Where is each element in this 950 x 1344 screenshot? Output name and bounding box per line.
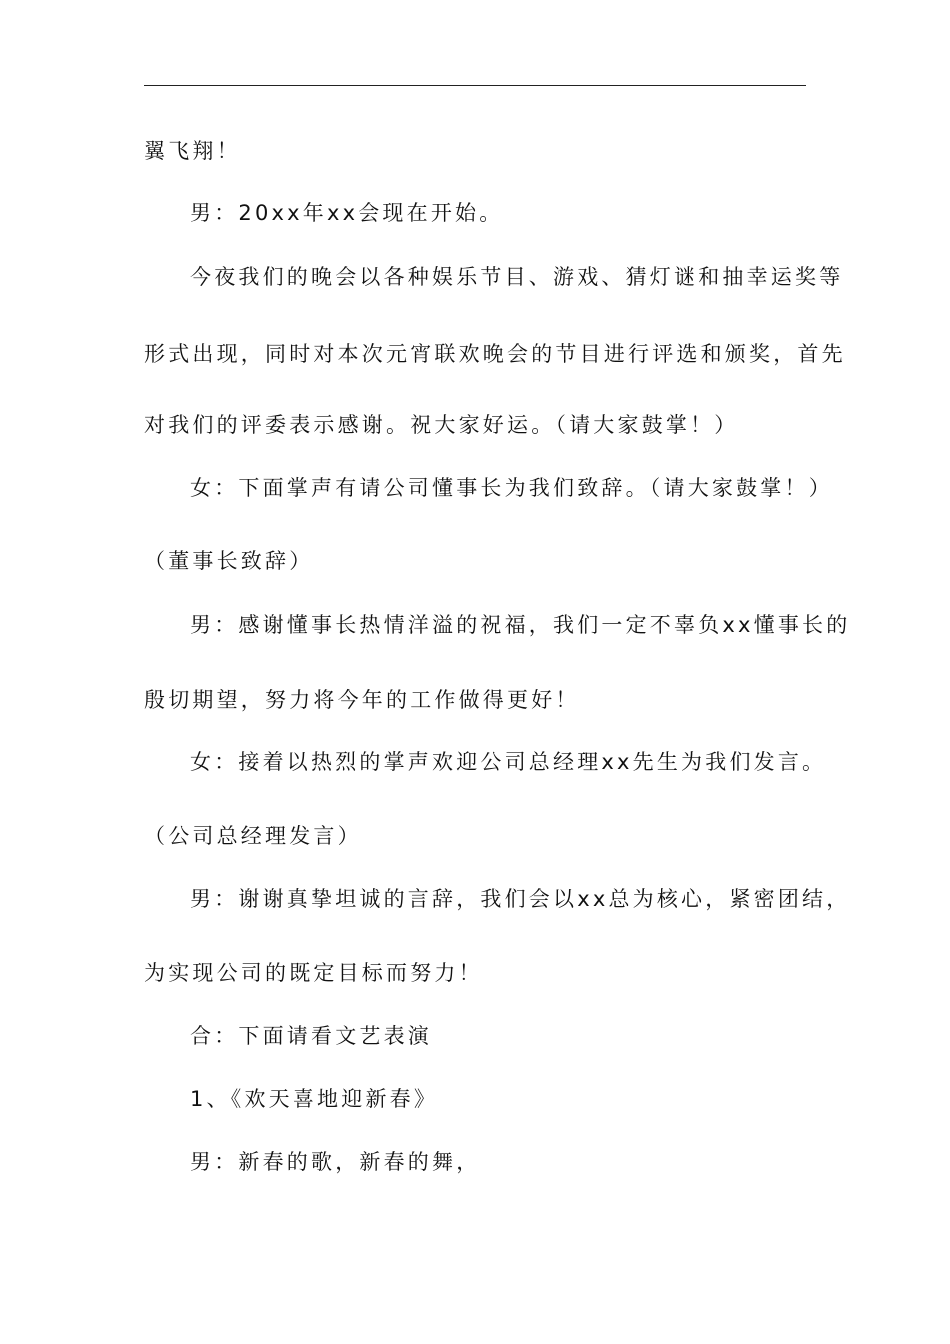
text-line: 女：下面掌声有请公司懂事长为我们致辞。（请大家鼓掌！）	[190, 476, 833, 500]
text-line: 男：感谢懂事长热情洋溢的祝福，我们一定不辜负xx懂事长的	[190, 613, 851, 637]
text-line: 女：接着以热烈的掌声欢迎公司总经理xx先生为我们发言。	[190, 750, 827, 774]
text-line: 1、《欢天喜地迎新春》	[190, 1087, 439, 1111]
text-line: 殷切期望，努力将今年的工作做得更好！	[144, 688, 580, 712]
text-line: 今夜我们的晚会以各种娱乐节目、游戏、猜灯谜和抽幸运奖等	[190, 265, 844, 289]
text-line: （公司总经理发言）	[144, 824, 362, 848]
text-line: 男：谢谢真挚坦诚的言辞，我们会以xx总为核心，紧密团结，	[190, 887, 851, 911]
text-line: （董事长致辞）	[144, 549, 314, 573]
header-rule	[144, 85, 806, 86]
text-line: 形式出现，同时对本次元宵联欢晚会的节目进行评选和颁奖，首先	[144, 342, 846, 366]
text-line: 男：20xx年xx会现在开始。	[190, 201, 504, 225]
text-line: 对我们的评委表示感谢。祝大家好运。（请大家鼓掌！）	[144, 413, 739, 437]
text-line: 翼飞翔！	[144, 139, 241, 163]
text-line: 男：新春的歌，新春的舞，	[190, 1150, 481, 1174]
text-line: 合：下面请看文艺表演	[190, 1024, 432, 1048]
text-line: 为实现公司的既定目标而努力！	[144, 961, 483, 985]
